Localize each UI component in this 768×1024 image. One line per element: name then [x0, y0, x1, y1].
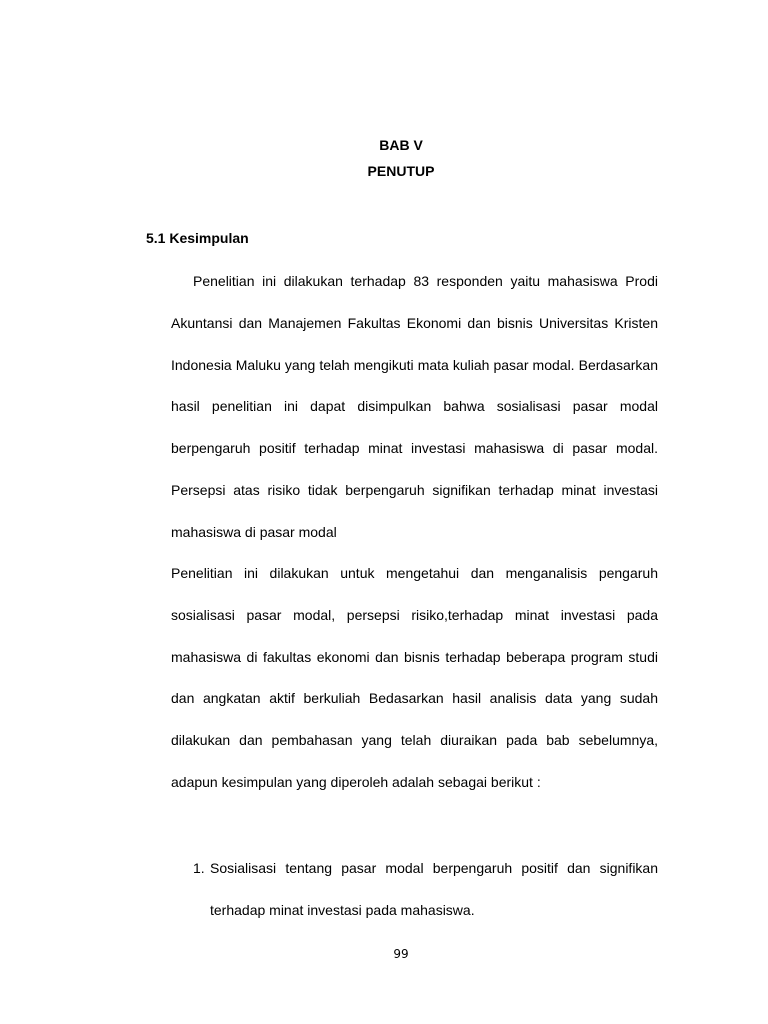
list-item-marker: 1.	[193, 860, 205, 876]
conclusion-list	[193, 847, 658, 931]
page-number: 99	[393, 947, 409, 961]
chapter-number: BAB V	[379, 137, 423, 153]
paragraph-1: Penelitian ini dilakukan terhadap 83 responden yaitu mahasiswa Prodi Akuntansi dan Manajemen Fakultas Ekonomi dan bisnis Universitas Kristen Indonesia Maluku yang telah mengikuti mata kuliah pasar modal. Berdasarkan hasil penelitian ini dapat disimpulkan bahwa sosialisasi pasar modal berpengaruh positif terhadap minat investasi mahasiswa di pasar modal. Persepsi atas risiko tidak berpengaruh signifikan terhadap minat investasi mahasiswa di pasar modal	[171, 273, 658, 540]
list-item	[193, 847, 658, 931]
section-heading: 5.1 Kesimpulan	[146, 230, 249, 246]
list-item-text: Sosialisasi tentang pasar modal berpengaruh positif dan signifikan terhadap minat investasi pada mahasiswa.	[210, 860, 658, 918]
paragraph-2: Penelitian ini dilakukan untuk mengetahui dan menganalisis pengaruh sosialisasi pasar modal, persepsi risiko,terhadap minat investasi pada mahasiswa di fakultas ekonomi dan bisnis terhadap beberapa program studi dan angkatan aktif berkuliah Bedasarkan hasil analisis data yang sudah dilakukan dan pembahasan yang telah diuraikan pada bab sebelumnya, adapun kesimpulan yang diperoleh adalah sebagai berikut :	[171, 565, 658, 790]
chapter-title: PENUTUP	[367, 163, 435, 179]
